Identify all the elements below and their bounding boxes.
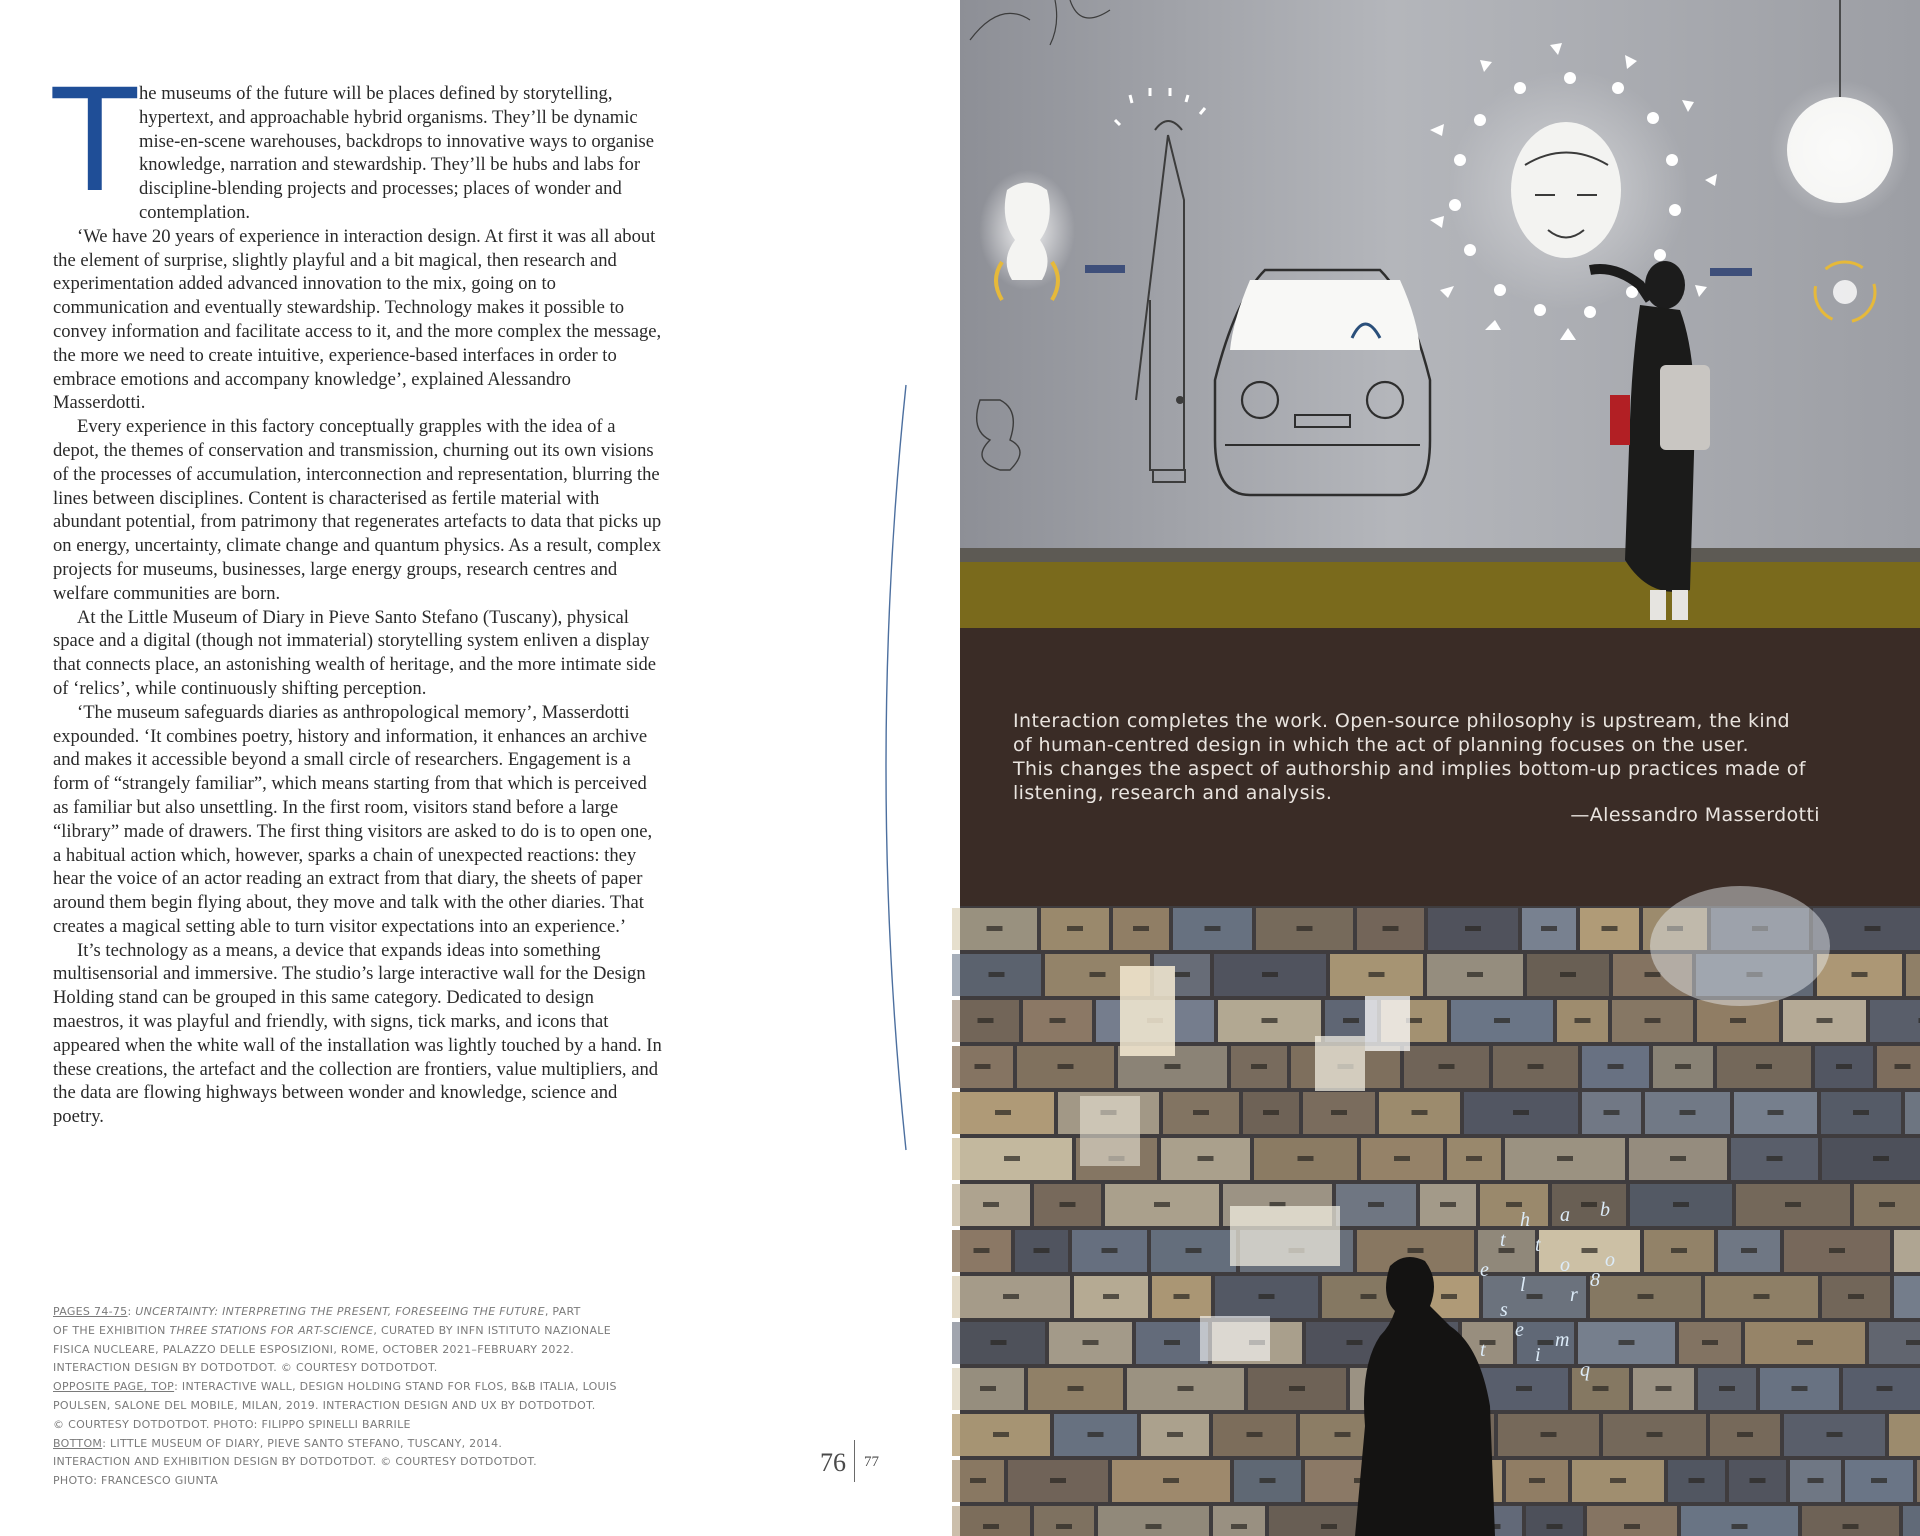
drawer-handle — [1060, 1202, 1076, 1207]
drawer-handle — [1689, 1478, 1705, 1483]
drawer-handle — [991, 1340, 1007, 1345]
projected-letter: 8 — [1590, 1269, 1600, 1291]
projected-letter: a — [1560, 1204, 1570, 1226]
drawer-handle — [1560, 972, 1576, 977]
drawer-handle — [1792, 1386, 1808, 1391]
drawer-handle — [1383, 926, 1399, 931]
drawer-handle — [1090, 972, 1106, 977]
drawer-handle — [1529, 1478, 1545, 1483]
photo-credits — [53, 1303, 693, 1491]
drawer-handle — [1877, 1386, 1893, 1391]
drawer-handle — [1647, 1432, 1663, 1437]
drawer-handle — [1516, 1386, 1532, 1391]
drawer-handle — [1034, 1248, 1050, 1253]
credit-text: , PART — [544, 1305, 581, 1318]
drawer-handle — [1467, 972, 1483, 977]
drawer-handle — [1178, 1386, 1194, 1391]
drawer-handle — [1645, 972, 1661, 977]
drawer-handle — [1593, 1386, 1609, 1391]
drawer-handle — [1262, 972, 1278, 977]
credit-title-exhibition: THREE STATIONS FOR ART-SCIENCE — [169, 1323, 374, 1337]
drawer-handle — [1247, 1432, 1263, 1437]
drawer-handle — [1154, 1202, 1170, 1207]
drawer-handle — [1186, 1248, 1202, 1253]
drawer-handle — [1624, 1524, 1640, 1529]
drawer-handle — [1164, 1340, 1180, 1345]
drawer-handle — [1466, 1156, 1482, 1161]
drawer-handle — [1575, 1018, 1591, 1023]
drawer-handle — [1361, 1294, 1377, 1299]
drawer-front — [1894, 1230, 1920, 1272]
projected-letter: o — [1605, 1249, 1615, 1271]
interactive-wall-photo — [960, 0, 1920, 628]
drawer-front — [1905, 1092, 1920, 1134]
drawer-front — [1894, 1276, 1920, 1318]
drawer-handle — [1347, 1340, 1363, 1345]
drawer-handle — [1369, 972, 1385, 977]
drawer-handle — [1619, 1340, 1635, 1345]
drawer-handle — [1602, 926, 1618, 931]
drawer-handle — [1146, 1524, 1162, 1529]
drawer-handle — [1440, 1202, 1456, 1207]
drawer-handle — [1895, 1064, 1911, 1069]
drawer-front — [1034, 1506, 1094, 1536]
drawer-handle — [1260, 1478, 1276, 1483]
drawer-handle — [1767, 1156, 1783, 1161]
credit-label-bottom: BOTTOM — [53, 1436, 103, 1450]
wall-tag-right — [1710, 268, 1752, 276]
credit-text: : LITTLE MUSEUM OF DIARY, PIEVE SANTO STEFANO, TUSCANY, 2014. — [102, 1436, 503, 1450]
article-body — [49, 54, 663, 1129]
drawer-handle — [1050, 1478, 1066, 1483]
drawer-handle — [1610, 1478, 1626, 1483]
drawer-handle — [1441, 1294, 1457, 1299]
drawer-handle — [980, 1386, 996, 1391]
drawer-handle — [1608, 1064, 1624, 1069]
drawer-handle — [1873, 1156, 1889, 1161]
drawer-handle — [1829, 1248, 1845, 1253]
drawer-handle — [1732, 1524, 1748, 1529]
drawer-handle — [1879, 1202, 1895, 1207]
drawer-handle — [1506, 1202, 1522, 1207]
credit-line — [53, 1322, 693, 1341]
credit-line: FISICA NUCLEARE, PALAZZO DELLE ESPOSIZIONI, ROME, OCTOBER 2021–FEBRUARY 2022. — [53, 1342, 575, 1356]
drawer-handle — [1680, 1110, 1696, 1115]
drawer-handle — [1638, 1294, 1654, 1299]
drawer-handle — [1871, 1478, 1887, 1483]
projected-letter: o — [1560, 1254, 1570, 1276]
drawer-handle — [1853, 1110, 1869, 1115]
drawer-handle — [1297, 926, 1313, 931]
credit-line — [53, 1435, 693, 1454]
drawer-handle — [1004, 1156, 1020, 1161]
drawer-front — [1213, 1506, 1265, 1536]
projected-letter: l — [1520, 1274, 1526, 1296]
pull-quote-line: Interaction completes the work. Open-source philosophy is upstream, the kind — [1013, 710, 1791, 732]
drawer-handle — [1003, 1294, 1019, 1299]
drawer-handle — [1167, 1432, 1183, 1437]
drawer-handle — [1836, 1064, 1852, 1069]
drawer-handle — [1198, 1156, 1214, 1161]
credit-text: : INTERACTIVE WALL, DESIGN HOLDING STAND FOR FLOS, B&B ITALIA, LOUIS — [174, 1380, 617, 1394]
drawer-handle — [1321, 1524, 1337, 1529]
drawer-handle — [1412, 1110, 1428, 1115]
pull-quote-band — [960, 628, 1920, 906]
drawer-handle — [1465, 926, 1481, 931]
paragraph-1-text: he museums of the future will be places defined by storytelling, hypertext, and approachable hybrid organisms. They’ll be dynamic mise-en-scene warehouses, backdrops to innovative ways to organise knowledge, narration and stewardship. They’ll be hubs and labs for discipline-blending projects and processes; places of wonder and contemplation. — [139, 83, 654, 223]
drawer-handle — [1785, 1202, 1801, 1207]
pull-quote-line: listening, research and analysis. — [1013, 782, 1333, 804]
drawer-handle — [1067, 926, 1083, 931]
drawer-wall-photo — [960, 906, 1920, 1536]
credit-line — [53, 1378, 693, 1397]
drawer-handle — [1259, 1294, 1275, 1299]
credit-line: INTERACTION DESIGN BY DOTDOTDOT. © COURTESY DOTDOTDOT. — [53, 1361, 438, 1375]
drawer-handle — [1165, 1064, 1181, 1069]
pull-quote-line: of human-centred design in which the act of planning focuses on the user. — [1013, 734, 1749, 756]
drawer-handle — [1852, 972, 1868, 977]
projected-letter: s — [1500, 1299, 1508, 1321]
credit-line: PAGES 74-75: UNCERTAINTY: INTERPRETING THE PRESENT, FORESEEING THE FUTURE, PART — [53, 1305, 581, 1318]
drawer-handle — [1439, 1064, 1455, 1069]
drawer-handle — [1408, 1248, 1424, 1253]
drawer-handle — [1645, 1018, 1661, 1023]
credit-line: PHOTO: FRANCESCO GIUNTA — [53, 1474, 219, 1488]
drawer-handle — [1528, 1064, 1544, 1069]
drawer-handle — [989, 972, 1005, 977]
drawer-handle — [1298, 1156, 1314, 1161]
drawer-handle — [1737, 1432, 1753, 1437]
paragraph-5: ‘The museum safeguards diaries as anthropological memory’, Masserdotti expounded. ‘It combines poetry, history and information, it enhances an archive and makes it accessible beyond a small circle of researchers. Engagement is a form of “strangely familiar”, which means starting from that which is perceived as familiar but also unsettling. In the first room, visitors stand before a large “library” made of drawers. The first thing visitors are asked to do is to open one, a habitual action which, however, sparks a chain of unexpected reactions: they hear the voice of an actor reading an extract from that diary, the sheets of paper around them begin flying about, they move and talk with the other diaries. That creates a magical setting able to turn visitor expectations into an experience.’ — [53, 701, 653, 937]
drawer-handle — [1768, 1110, 1784, 1115]
drawer-handle — [1231, 1524, 1247, 1529]
drawer-handle — [1797, 1340, 1813, 1345]
drawer-front — [1903, 1506, 1920, 1536]
drawer-handle — [1754, 1294, 1770, 1299]
pull-quote-line: This changes the aspect of authorship and implies bottom-up practices made of — [1013, 758, 1806, 780]
drawer-handle — [1513, 1110, 1529, 1115]
credit-line: INTERACTION AND EXHIBITION DESIGN BY DOTDOTDOT. © COURTESY DOTDOTDOT. — [53, 1455, 537, 1469]
drawer-handle — [1604, 1110, 1620, 1115]
projected-letter: t — [1500, 1229, 1506, 1251]
drawer-handle — [1133, 926, 1149, 931]
drawer-handle — [1673, 1202, 1689, 1207]
projected-letter: t — [1535, 1234, 1541, 1256]
projected-letter: m — [1555, 1329, 1570, 1351]
drawer-handle — [983, 1202, 999, 1207]
pull-quote-attribution: —Alessandro Masserdotti — [1570, 804, 1820, 826]
drawer-handle — [1163, 1478, 1179, 1483]
projected-letter: b — [1600, 1199, 1610, 1221]
drawer-handle — [1843, 1524, 1859, 1529]
drawer-front — [1906, 954, 1920, 996]
drawer-handle — [1263, 1110, 1279, 1115]
drawer-handle — [1394, 1156, 1410, 1161]
drawer-handle — [1541, 1432, 1557, 1437]
drawer-handle — [1581, 1202, 1597, 1207]
pull-quote — [1013, 709, 1813, 805]
drawer-handle — [1557, 1156, 1573, 1161]
credit-label-pages: PAGES 74-75 — [53, 1305, 128, 1318]
drawer-front — [1889, 1414, 1920, 1456]
drop-cap: T — [49, 54, 141, 222]
drawer-wall-illustration — [960, 906, 1920, 1536]
drawer-handle — [1174, 1294, 1190, 1299]
paragraph-3: Every experience in this factory conceptually grapples with the idea of a depot, the themes of conservation and transmission, churning out its own visions of the processes of accumulation, interconnection and representation, blurring the lines between disciplines. Content is characterised as fertile material with abundant potential, from patrimony that regenerates artefacts to data that picks up on energy, uncertainty, climate change and quantum physics. As a result, complex projects for museums, businesses, large energy groups, research centres and welfare communities are born. — [53, 416, 662, 604]
folio-divider — [854, 1440, 855, 1482]
drawer-handle — [1848, 1294, 1864, 1299]
drawer-front — [1802, 1506, 1899, 1536]
drawer-handle — [1827, 1432, 1843, 1437]
drawer-front — [1681, 1506, 1798, 1536]
drawer-handle — [1102, 1248, 1118, 1253]
drawer-handle — [1675, 1064, 1691, 1069]
right-page — [960, 0, 1920, 1536]
credit-text: , CURATED BY INFN ISTITUTO NAZIONALE — [373, 1323, 611, 1337]
drawer-front — [952, 1506, 1030, 1536]
drawer-handle — [1656, 1386, 1672, 1391]
drawer-handle — [995, 1110, 1011, 1115]
page-number-right: 77 — [864, 1454, 879, 1470]
page-number-left: 76 — [820, 1448, 846, 1477]
drawer-handle — [1088, 1432, 1104, 1437]
drawer-handle — [1702, 1340, 1718, 1345]
drawer-handle — [1808, 1478, 1824, 1483]
drawer-handle — [987, 926, 1003, 931]
drawer-handle — [1103, 1294, 1119, 1299]
drawer-front — [1822, 1138, 1920, 1180]
drawer-handle — [1174, 972, 1190, 977]
drawer-handle — [1756, 1064, 1772, 1069]
projected-letter: e — [1480, 1259, 1489, 1281]
projected-letter: q — [1580, 1359, 1590, 1381]
drawer-handle — [1251, 1064, 1267, 1069]
drawer-handle — [1865, 926, 1881, 931]
drawer-handle — [1750, 1478, 1766, 1483]
credit-line: © COURTESY DOTDOTDOT. PHOTO: FILIPPO SPINELLI BARRILE — [53, 1417, 411, 1431]
drawer-front — [1587, 1506, 1677, 1536]
drawer-handle — [1193, 1110, 1209, 1115]
wall-tag-left — [1085, 265, 1125, 273]
projected-letter: i — [1535, 1344, 1541, 1366]
paragraph-1 — [49, 54, 663, 225]
drawer-handle — [1906, 1340, 1920, 1345]
projected-letter: h — [1520, 1209, 1530, 1231]
drawer-handle — [1289, 1386, 1305, 1391]
drawer-handle — [1730, 1018, 1746, 1023]
drawer-handle — [983, 1524, 999, 1529]
drawer-handle — [1670, 1156, 1686, 1161]
drawer-handle — [1083, 1340, 1099, 1345]
drawer-handle — [1205, 926, 1221, 931]
drawer-front — [1870, 1000, 1920, 1042]
drawer-handle — [1494, 1018, 1510, 1023]
drawer-handle — [1547, 1524, 1563, 1529]
drawer-handle — [1582, 1248, 1598, 1253]
credit-label-opposite: OPPOSITE PAGE, TOP — [53, 1380, 175, 1394]
drawer-handle — [1331, 1110, 1347, 1115]
drawer-handle — [1527, 1294, 1543, 1299]
drawer-handle — [1368, 1202, 1384, 1207]
paragraph-4: At the Little Museum of Diary in Pieve Santo Stefano (Tuscany), physical space and a digital (though not immaterial) storytelling system enliven a display that connects place, an astonishing wealth of heritage, and the more intimate side of ‘relics’, while continuously shifting perception. — [53, 606, 657, 699]
drawer-handle — [1335, 1432, 1351, 1437]
drawer-handle — [1671, 1248, 1687, 1253]
drawer-handle — [993, 1432, 1009, 1437]
drawer-handle — [1343, 1018, 1359, 1023]
drawer-handle — [1068, 1386, 1084, 1391]
credit-title-pages: UNCERTAINTY: INTERPRETING THE PRESENT, FORESEEING THE FUTURE — [135, 1305, 545, 1318]
decorative-arc — [880, 385, 920, 1150]
drawer-handle — [1056, 1524, 1072, 1529]
drawer-handle — [975, 1064, 991, 1069]
drawer-handle — [1817, 1018, 1833, 1023]
projected-letter: e — [1515, 1319, 1524, 1341]
paragraph-6: It’s technology as a means, a device that expands ideas into something multisensorial and immersive. The studio’s large interactive wall for the Design Holding stand can be grouped in this same category. Dedicated to design maestros, it was playful and friendly, with signs, tick marks, and icons that appeared when the white wall of the installation was lightly touched by a hand. In these creations, the artefact and the collection are frontiers, value multipliers, and the data are flowing highways between wonder and knowledge, science and poetry. — [53, 939, 662, 1128]
drawer-handle — [1058, 1064, 1074, 1069]
drawer-handle — [970, 1478, 986, 1483]
drawer-handle — [1050, 1018, 1066, 1023]
interactive-wall-illustration — [960, 0, 1920, 628]
credit-line: POULSEN, SALONE DEL MOBILE, MILAN, 2019. INTERACTION DESIGN AND UX BY DOTDOTDOT. — [53, 1398, 596, 1412]
drawer-front — [1526, 1506, 1583, 1536]
drawer-handle — [1541, 926, 1557, 931]
drawer-handle — [974, 1248, 990, 1253]
drawer-handle — [978, 1018, 994, 1023]
drawer-front — [1098, 1506, 1209, 1536]
credit-text: OF THE EXHIBITION — [53, 1323, 170, 1337]
drawer-handle — [1262, 1018, 1278, 1023]
paragraph-2: ‘We have 20 years of experience in interaction design. At first it was all about the element of surprise, slightly playful and a bit magical, then research and experimentation added advanced innovation to the mix, going on to communication and eventually stewardship. Technology makes it possible to convey information and facilitate access to it, and the more complex the message, the more we need to create intuitive, experience-based interfaces in order to embrace emotions and accompany knowledge’, explained Alessandro Masserdotti. — [53, 225, 662, 414]
projected-letter: t — [1480, 1339, 1486, 1361]
drawer-handle — [1719, 1386, 1735, 1391]
projected-letter: r — [1570, 1284, 1578, 1306]
drawer-handle — [1741, 1248, 1757, 1253]
